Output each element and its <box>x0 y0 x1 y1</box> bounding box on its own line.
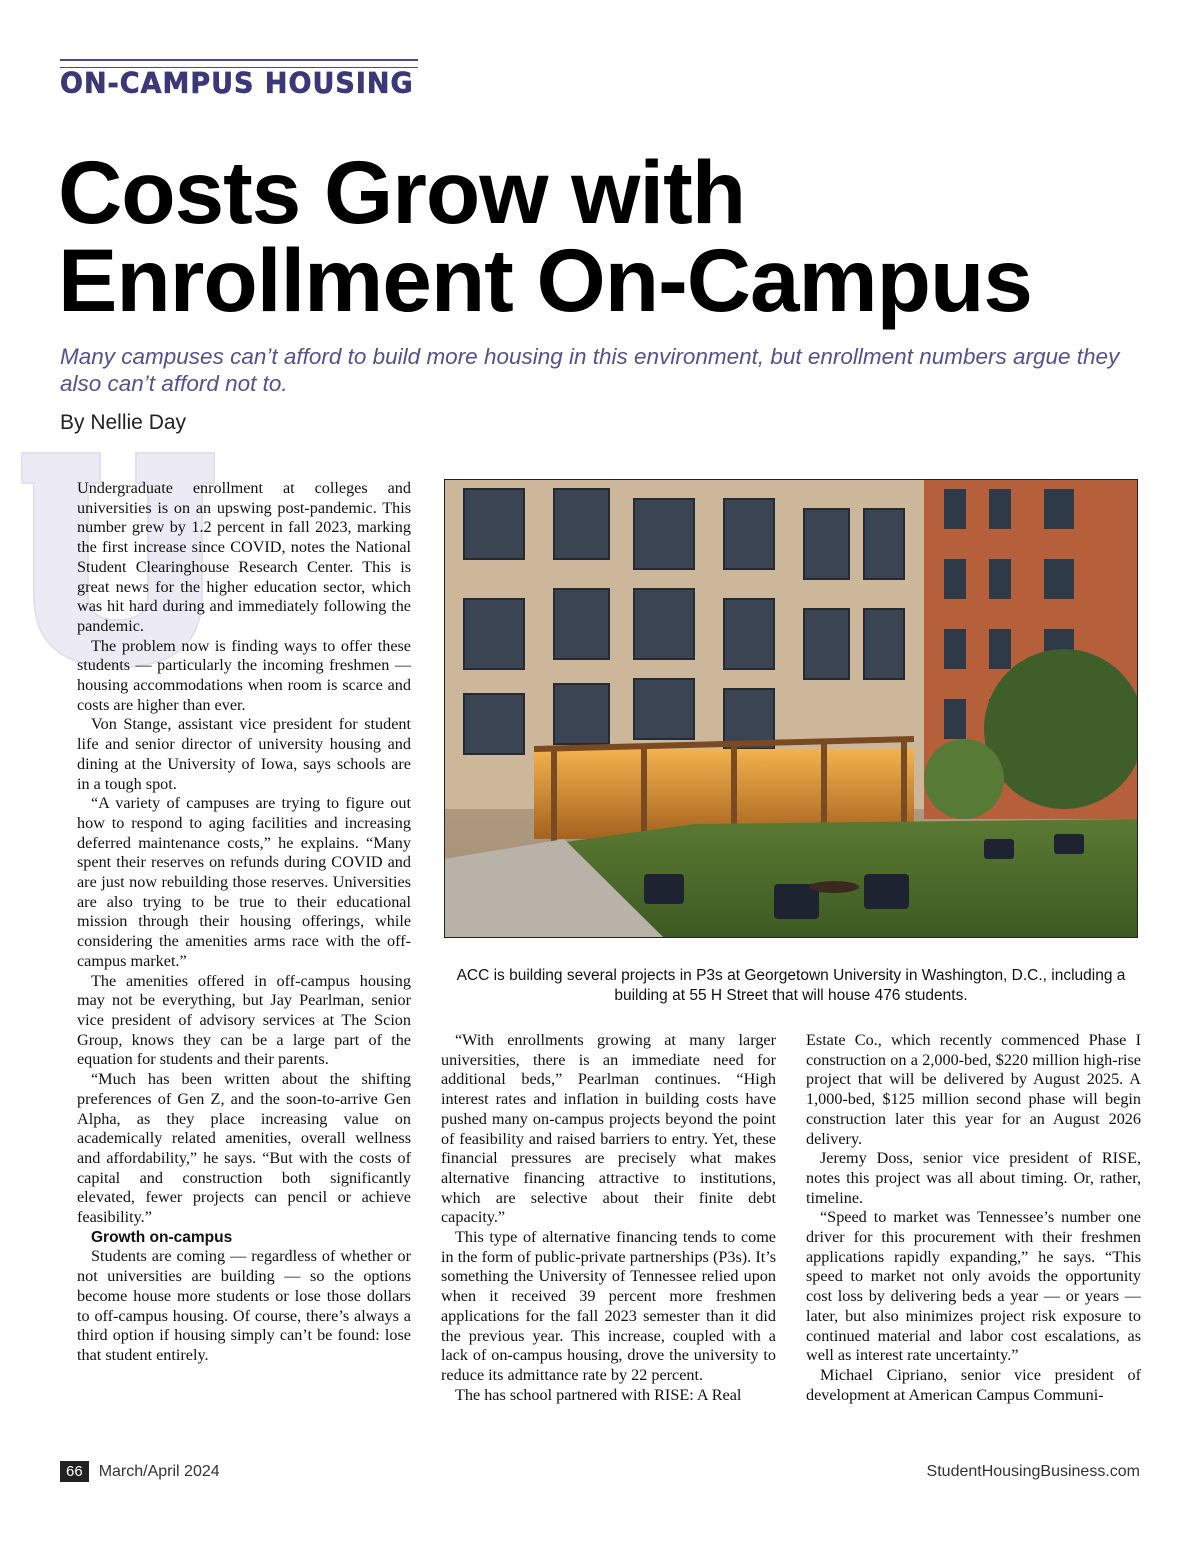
headline-line-2: Enrollment On-Campus <box>58 230 1032 330</box>
byline: By Nellie Day <box>60 411 187 434</box>
photo-caption: ACC is building several projects in P3s at Georgetown University in Washington, D.C., including a building at 55 H Street that will house 476 students. <box>456 967 1126 1004</box>
paragraph: “Speed to market was Tennessee’s number one driver for this procurement with their freshmen applications rapidly expanding,” he says. “This speed to market not only avoids the opportunity cost loss by delivering beds a year — or years — later, but also minimizes project risk exposure to continued material and labor cost escalations, as well as interest rate uncertainty.” <box>806 1208 1141 1365</box>
section-rule <box>60 59 418 68</box>
footer-folio <box>60 1461 220 1482</box>
page-number: 66 <box>60 1461 89 1482</box>
paragraph: The amenities offered in off-campus housing may not be everything, but Jay Pearlman, senior vice president of advisory services at The Scion Group, knows they can be a large part of the equation for students and their parents. <box>77 971 411 1069</box>
paragraph: “Much has been written about the shifting preferences of Gen Z, and the soon-to-arrive Gen Alpha, as they place increasing value on academically related amenities, overall wellness and affordability,” he says. “But with the costs of capital and construction both significantly elevated, fewer projects can pencil or achieve feasibility.” <box>77 1070 411 1227</box>
paragraph: Estate Co., which recently commenced Phase I construction on a 2,000-bed, $220 million high-rise project that will be delivered by August 2025. A 1,000-bed, $125 million second phase will begin construction later this year for an August 2026 delivery. <box>806 1031 1141 1148</box>
paragraph: Students are coming — regardless of whether or not universities are building — so the options become house more students or lose those dollars to off-campus housing. Of course, there’s always a third option if housing simply can’t be found: lose that student entirely. <box>77 1247 411 1364</box>
body-column-1 <box>77 479 411 1366</box>
body-column-2 <box>441 1031 776 1405</box>
paragraph: Von Stange, assistant vice president for student life and senior director of university housing and dining at the University of Iowa, says schools are in a tough spot. <box>77 715 411 793</box>
subhead-growth-on-campus: Growth on-campus <box>91 1228 233 1246</box>
section-label: ON-CAMPUS HOUSING <box>60 68 414 101</box>
courtyard-photo <box>444 479 1138 938</box>
issue-date: March/April 2024 <box>98 1462 220 1480</box>
deck: Many campuses can’t afford to build more housing in this environment, but enrollment numbers argue they also can’t afford not to. <box>60 344 1120 396</box>
paragraph: The problem now is finding ways to offer these students — particularly the incoming freshmen — housing accommodations when room is scarce and costs are higher than ever. <box>77 636 411 714</box>
paragraph: Michael Cipriano, senior vice president of development at American Campus Communi- <box>806 1365 1141 1404</box>
headline-line-1: Costs Grow with <box>58 142 746 242</box>
website: StudentHousingBusiness.com <box>926 1463 1140 1480</box>
paragraph: The has school partnered with RISE: A Real <box>455 1385 742 1404</box>
paragraph: “A variety of campuses are trying to figure out how to respond to aging facilities and increasing deferred maintenance costs,” he explains. “Many spent their reserves on refunds during COVID and are just now rebuilding those reserves. Universities are also trying to be true to their educational mission through their housing offerings, while considering the amenities arms race with the off-campus market.” <box>77 794 411 970</box>
headline <box>58 142 1158 330</box>
paragraph: Undergraduate enrollment at colleges and universities is on an upswing post-pandemic. This number grew by 1.2 percent in fall 2023, marking the first increase since COVID, notes the National Student Clearinghouse Research Center. This is great news for the higher education sector, which was hit hard during and immediately following the pandemic. <box>77 479 411 635</box>
paragraph: This type of alternative financing tends to come in the form of public-private partnerships (P3s). It’s something the University of Tennessee relied upon when it received 39 percent more freshmen applications for the fall 2023 semester than it did the previous year. This increase, coupled with a lack of on-campus housing, drove the university to reduce its admittance rate by 22 percent. <box>441 1228 776 1384</box>
paragraph: Jeremy Doss, senior vice president of RISE, notes this project was all about timing. Or, rather, timeline. <box>806 1149 1141 1207</box>
body-column-3 <box>806 1031 1141 1405</box>
paragraph: “With enrollments growing at many larger universities, there is an immediate need for additional beds,” Pearlman continues. “High interest rates and inflation in building costs have pushed many on-campus projects beyond the point of feasibility and raised barriers to entry. Yet, these financial pressures are precisely what makes alternative financing attractive to institutions, which are selective about their finite debt capacity.” <box>441 1031 776 1227</box>
